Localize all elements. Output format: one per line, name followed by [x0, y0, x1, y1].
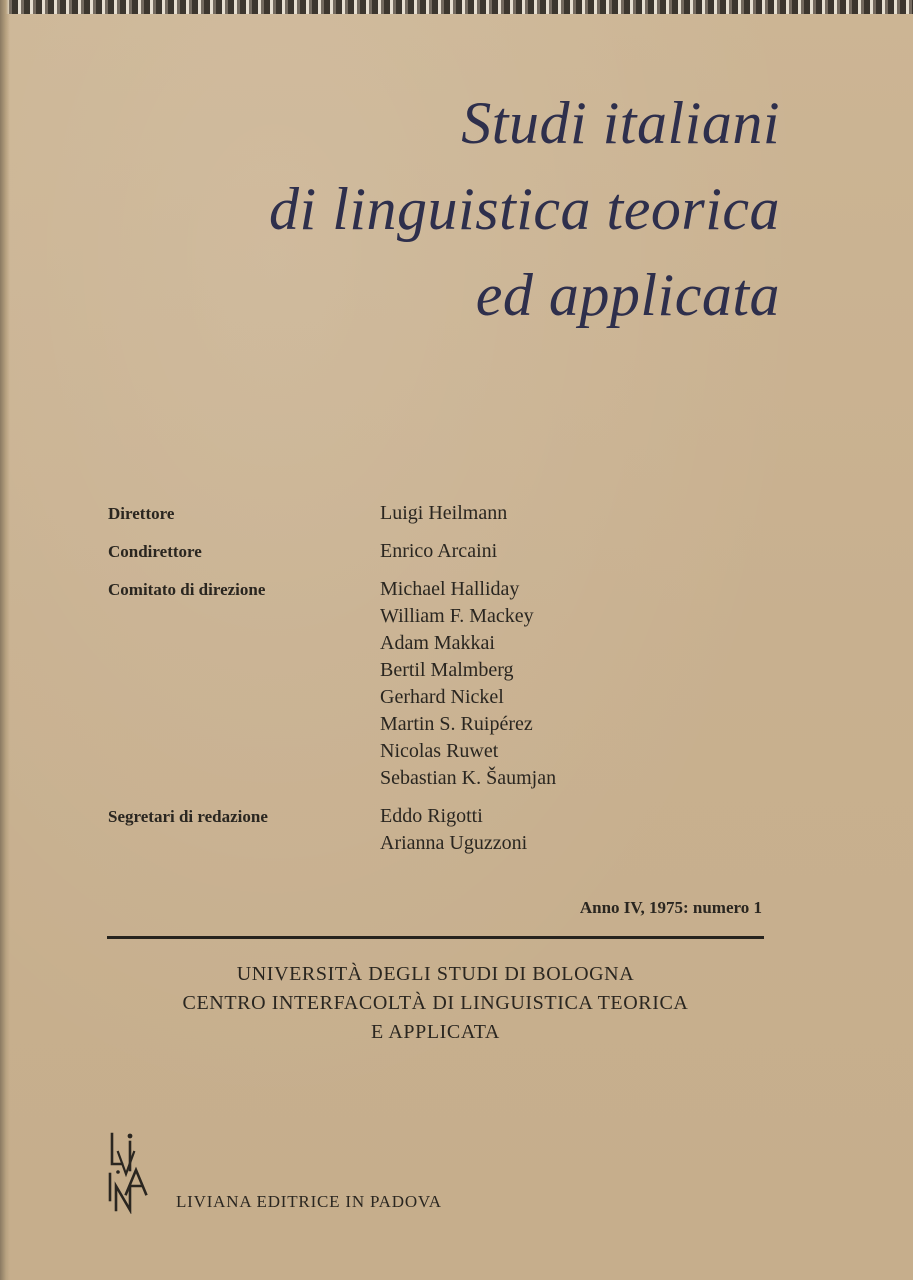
person-name: Eddo Rigotti — [380, 805, 483, 827]
institution-line-2: CENTRO INTERFACOLTÀ DI LINGUISTICA TEORICA — [182, 992, 689, 1014]
person-name: Adam Makkai — [380, 632, 495, 654]
staff-row-segretari — [108, 803, 608, 857]
issue-number: Anno IV, 1975: numero 1 — [579, 898, 762, 917]
person-name: Enrico Arcaini — [380, 540, 498, 562]
person-name: Luigi Heilmann — [380, 502, 508, 524]
person-name: Bertil Malmberg — [380, 659, 514, 681]
institution-line-1: UNIVERSITÀ DEGLI STUDI DI BOLOGNA — [236, 963, 635, 985]
person-name: Gerhard Nickel — [380, 686, 504, 708]
name-list — [380, 538, 497, 565]
name-list — [380, 576, 556, 792]
editorial-board — [108, 500, 608, 857]
staff-row-direttore — [108, 500, 608, 527]
cover-left-edge — [0, 0, 10, 1280]
person-name: Martin S. Ruipérez — [380, 713, 533, 735]
role-label: Comitato di direzione — [108, 580, 266, 599]
staff-row-comitato — [108, 576, 608, 792]
role-label: Condirettore — [108, 542, 202, 561]
institution-block — [107, 960, 764, 1047]
name-list — [380, 803, 527, 857]
title-line-3: ed applicata — [475, 262, 780, 328]
institution-line-3: E APPLICATA — [371, 1021, 500, 1043]
liviana-logo-icon — [104, 1130, 160, 1214]
journal-title — [140, 80, 780, 338]
role-label: Segretari di redazione — [108, 807, 268, 826]
person-name: William F. Mackey — [380, 605, 534, 627]
top-edge-pattern — [0, 0, 913, 14]
person-name: Arianna Uguzzoni — [380, 832, 528, 854]
person-name: Nicolas Ruwet — [380, 740, 499, 762]
title-line-1: Studi italiani — [461, 90, 780, 156]
name-list — [380, 500, 507, 527]
person-name: Sebastian K. Šaumjan — [380, 767, 557, 789]
role-label: Direttore — [108, 504, 175, 523]
title-line-2: di linguistica teorica — [269, 176, 780, 242]
person-name: Michael Halliday — [380, 578, 520, 600]
publisher-name: LIVIANA EDITRICE IN PADOVA — [176, 1192, 442, 1211]
staff-row-condirettore — [108, 538, 608, 565]
divider-rule — [107, 936, 764, 939]
